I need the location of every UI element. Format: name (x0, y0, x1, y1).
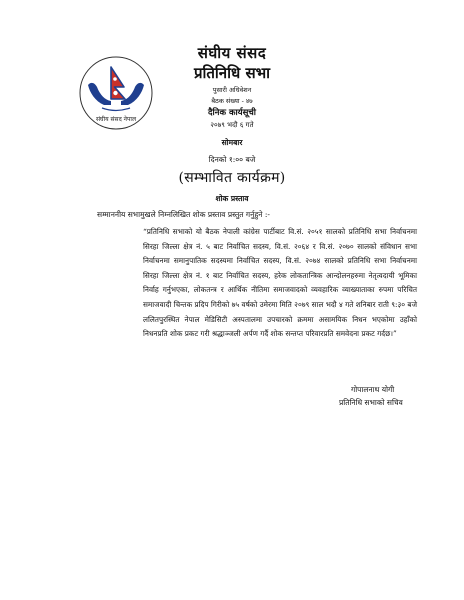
header-title-federal-parliament: संघीय संसद (197, 44, 267, 62)
session-label: पुसारी अधिवेशन (212, 86, 252, 94)
emblem-text: संघीय संसद नेपाल (95, 116, 137, 123)
right-hand-icon (121, 83, 144, 105)
section-title: शोक प्रस्ताव (215, 194, 249, 203)
flag-icon (111, 67, 125, 99)
intro-line: सम्माननीय सभामुखले निम्नलिखित शोक प्रस्ताव प्रस्तुत गर्नुहुने :- (97, 210, 270, 219)
parliament-emblem (78, 55, 154, 131)
header-title-house: प्रतिनिधि सभा (193, 64, 271, 82)
program-title: (सम्भावित कार्यक्रम) (178, 170, 286, 186)
signatory-title: प्रतिनिधि सभाको सचिव (339, 398, 403, 407)
date-line: २०७९ भदौ ६ गते (210, 121, 254, 129)
agenda-title: दैनिक कार्यसूची (208, 108, 256, 118)
meeting-number: बैठक संख्या - ४७ (211, 97, 253, 105)
signatory-name: गोपालनाथ योगी (351, 385, 395, 394)
time-line: दिनको १:०० बजे (208, 155, 256, 164)
weekday: सोमबार (221, 138, 243, 147)
left-hand-icon (88, 83, 111, 105)
condolence-paragraph: “प्रतिनिधि सभाको यो बैठक नेपाली कांग्रेस पार्टीबाट वि.सं. २०५१ सालको प्रतिनिधि सभा निर्वाचनमा सिरहा जिल्ला क्षेत्र नं. ५ बाट निर्वाचित सदस्य, वि.सं. २०६४ र वि.सं. २०७० सालको संविधान सभा निर्वाचनमा समानुपातिक सदस्यमा निर्वाचित सदस्य, वि.सं. २०७४ सालको प्रतिनिधि सभा निर्वाचनमा सिरहा जिल्ला क्षेत्र नं. १ बाट निर्वाचित सदस्य, हरेक लोकतान्त्रिक आन्दोलनहरुमा नेतृत्वदायी भूमिका निर्वाह गर्नुभएका, लोकतन्त्र र आर्थिक नीतिमा समाजवादको व्यवहारिक व्याख्याताका रुपमा परिचित समाजवादी चिन्तक प्रदिप गिरीको ७५ वर्षको उमेरमा मिति २०७९ साल भदौ ४ गते शनिबार राती ९:३० बजे ललितपुरस्थित नेपाल मेडिसिटी अस्पतालमा उपचारको क्रममा असामयिक निधन भएकोमा उहाँको निधनप्रति शोक प्रकट गरी श्रद्धाञ्जली अर्पण गर्दै शोक सन्तप्त परिवारप्रति समवेदना प्रकट गर्दछ।” (143, 227, 417, 339)
